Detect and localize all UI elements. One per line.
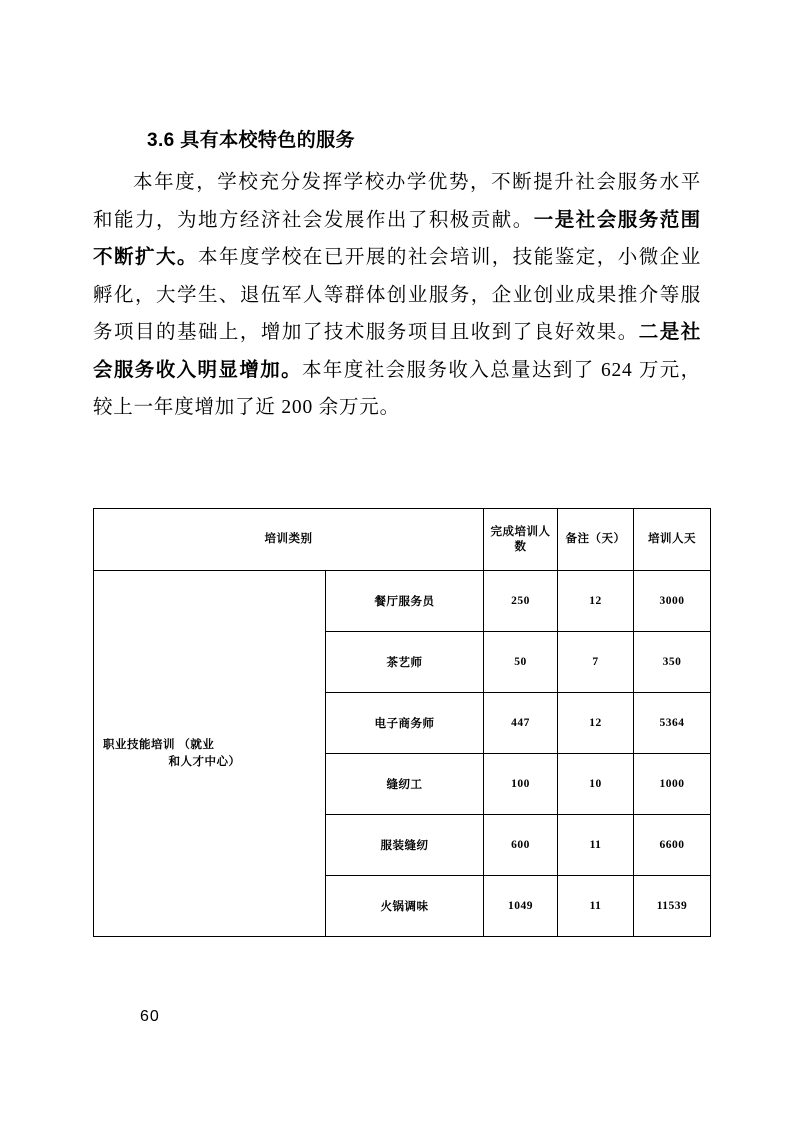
cell-item: 缝纫工 xyxy=(326,754,484,815)
table-header xyxy=(94,509,711,571)
cell-remark-days: 12 xyxy=(558,571,634,632)
column-header-completed-count: 完成培训人数 xyxy=(484,509,558,571)
table-row xyxy=(94,571,711,632)
cell-man-days: 1000 xyxy=(634,754,711,815)
column-header-remark-days: 备注（天） xyxy=(558,509,634,571)
cell-item: 火锅调味 xyxy=(326,876,484,937)
body-paragraph xyxy=(93,164,701,427)
cell-completed-count: 250 xyxy=(484,571,558,632)
cell-item: 服装缝纫 xyxy=(326,815,484,876)
cell-remark-days: 7 xyxy=(558,632,634,693)
cell-man-days: 6600 xyxy=(634,815,711,876)
page-number: 60 xyxy=(140,1008,160,1025)
cell-man-days: 3000 xyxy=(634,571,711,632)
cell-remark-days: 12 xyxy=(558,693,634,754)
table-header-row xyxy=(94,509,711,571)
cell-completed-count: 600 xyxy=(484,815,558,876)
cell-item: 电子商务师 xyxy=(326,693,484,754)
training-table-container xyxy=(93,508,710,937)
cell-remark-days: 11 xyxy=(558,815,634,876)
paragraph-part-3: 本年度社会服务收入总量达到了 624 万元，较上一年度增加了近 200 余万元。 xyxy=(93,359,701,418)
page-content xyxy=(93,128,701,427)
cell-completed-count: 50 xyxy=(484,632,558,693)
category-group-line-2: 和人才中心） xyxy=(168,755,241,768)
paragraph-emphasis-2: 二是社会服务收入明显增加。 xyxy=(93,322,701,381)
cell-man-days: 5364 xyxy=(634,693,711,754)
page-title: 3.6 具有本校特色的服务 xyxy=(147,130,355,151)
cell-item: 餐厅服务员 xyxy=(326,571,484,632)
cell-remark-days: 10 xyxy=(558,754,634,815)
paragraph-part-2: 本年度学校在已开展的社会培训，技能鉴定，小微企业孵化，大学生、退伍军人等群体创业服务，企业创业成果推介等服务项目的基础上，增加了技术服务项目且收到了良好效果。 xyxy=(93,247,701,343)
column-header-man-days: 培训人天 xyxy=(634,509,711,571)
cell-man-days: 11539 xyxy=(634,876,711,937)
cell-item: 茶艺师 xyxy=(326,632,484,693)
column-header-category: 培训类别 xyxy=(94,509,484,571)
cell-completed-count: 100 xyxy=(484,754,558,815)
cell-remark-days: 11 xyxy=(558,876,634,937)
training-table xyxy=(93,508,711,937)
cell-man-days: 350 xyxy=(634,632,711,693)
cell-completed-count: 1049 xyxy=(484,876,558,937)
cell-completed-count: 447 xyxy=(484,693,558,754)
category-group-line-1: 职业技能培训 （就业 xyxy=(103,738,215,751)
category-group-cell xyxy=(94,571,326,937)
table-body xyxy=(94,571,711,937)
paragraph-part-1: 本年度，学校充分发挥学校办学优势，不断提升社会服务水平和能力，为地方经济社会发展作出了积极贡献。 xyxy=(93,172,701,231)
paragraph-emphasis-1: 一是社会服务范围不断扩大。 xyxy=(93,209,701,268)
